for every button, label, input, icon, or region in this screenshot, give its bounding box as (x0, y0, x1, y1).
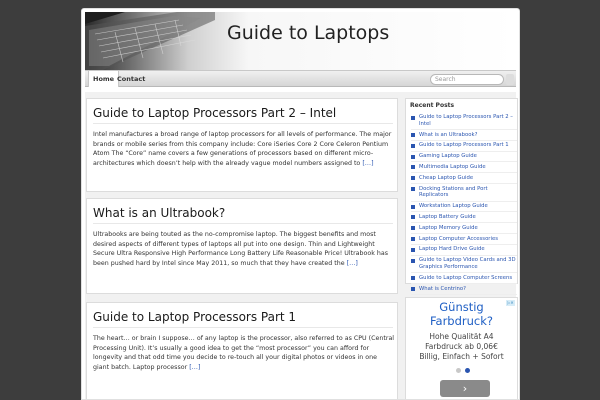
recent-post-link[interactable]: Laptop Computer Accessories (419, 235, 498, 242)
square-bullet-icon (411, 165, 415, 169)
square-bullet-icon (411, 276, 415, 280)
laptop-keyboard-image (85, 12, 215, 70)
ad-dot[interactable] (456, 368, 461, 373)
recent-posts-heading: Recent Posts (410, 102, 455, 109)
recent-post-link[interactable]: What is Centrino? (419, 285, 466, 292)
chevron-right-icon: › (462, 382, 468, 395)
recent-post-item[interactable] (411, 114, 517, 130)
post-excerpt-text: The heart… or brain I suppose… of any laptop is the processor, also referred to as CPU (Central Processing Unit). It’s usually a good idea to get the “most processor” you can afford for longevity and that odd time you decide to re-touch all your digital photos or videos in one giant batch. Laptop processor (93, 335, 395, 371)
post-title[interactable]: Guide to Laptop Processors Part 2 – Intel (93, 106, 393, 124)
recent-post-link[interactable]: Gaming Laptop Guide (419, 153, 477, 160)
ad-body (406, 332, 517, 362)
content-area (85, 92, 516, 400)
post-card (86, 98, 398, 192)
recent-post-item[interactable] (411, 257, 517, 273)
post-excerpt-text: Intel manufactures a broad range of laptop processors for all levels of performance. The major brands or mobile series from this company include: Core iSeries Core 2 Core Celeron Pentium Atom The “Core” name covers a few generations of processors based on different micro-architectures which doesn’t help with the already vague model numbers assigned to (93, 131, 392, 167)
recent-post-item[interactable] (411, 246, 517, 255)
post-excerpt (93, 334, 395, 372)
recent-post-item[interactable] (411, 275, 517, 284)
square-bullet-icon (411, 287, 415, 291)
ad-next-button[interactable] (440, 380, 490, 397)
advertisement[interactable] (405, 297, 518, 400)
square-bullet-icon (411, 259, 415, 263)
recent-post-item[interactable] (411, 132, 517, 141)
square-bullet-icon (411, 205, 415, 209)
recent-post-item[interactable] (411, 175, 517, 184)
ad-info-icon[interactable]: ▷✕ (507, 300, 514, 305)
recent-posts-list (411, 114, 517, 296)
square-bullet-icon (411, 155, 415, 159)
recent-post-link[interactable]: Guide to Laptop Computer Screens (419, 274, 513, 281)
square-bullet-icon (411, 144, 415, 148)
square-bullet-icon (411, 226, 415, 230)
recent-post-item[interactable] (411, 186, 517, 202)
post-card (86, 302, 398, 400)
square-bullet-icon (411, 116, 415, 120)
ad-line: Hohe Qualität A4 (429, 332, 494, 341)
read-more-link[interactable]: […] (189, 363, 201, 371)
read-more-link[interactable]: […] (346, 259, 358, 267)
square-bullet-icon (411, 176, 415, 180)
recent-post-link[interactable]: Workstation Laptop Guide (419, 203, 488, 210)
recent-post-link[interactable]: Laptop Battery Guide (419, 213, 476, 220)
square-bullet-icon (411, 215, 415, 219)
recent-post-item[interactable] (411, 164, 517, 173)
post-title[interactable]: Guide to Laptop Processors Part 1 (93, 310, 393, 328)
recent-post-link[interactable]: Guide to Laptop Processors Part 2 – Intel (419, 114, 513, 127)
recent-post-item[interactable] (411, 236, 517, 245)
site-title[interactable]: Guide to Laptops (227, 22, 390, 44)
recent-post-item[interactable] (411, 225, 517, 234)
square-bullet-icon (411, 187, 415, 191)
recent-post-item[interactable] (411, 203, 517, 212)
post-excerpt-text: Ultrabooks are being touted as the no-compromise laptop. The biggest benefits and most desired aspects of different types of laptops all put into one design. Thin and Lightweight Secure Ultra Responsive High Performance Long Battery Life Reasonable Price! Ultrabook has been pushed hard by Intel since May 2011, so much that they have created the (93, 231, 388, 267)
recent-post-link[interactable]: Docking Stations and Port Replicators (419, 185, 488, 199)
recent-post-item[interactable] (411, 142, 517, 151)
post-excerpt (93, 130, 395, 168)
ad-pagination-dots (456, 368, 476, 374)
ad-line: Billig, Einfach + Sofort (419, 352, 504, 361)
read-more-link[interactable]: […] (362, 159, 374, 167)
recent-post-link[interactable]: Guide to Laptop Processors Part 1 (419, 142, 509, 149)
recent-post-item[interactable] (411, 214, 517, 223)
search-button[interactable] (506, 74, 514, 85)
square-bullet-icon (411, 248, 415, 252)
search-input[interactable]: Search (430, 74, 504, 85)
post-card (86, 198, 398, 294)
recent-post-link[interactable]: Multimedia Laptop Guide (419, 163, 486, 170)
post-excerpt (93, 230, 395, 268)
nav-contact-link[interactable]: Contact (117, 75, 146, 83)
main-navigation (85, 70, 516, 87)
nav-home-link[interactable]: Home (88, 71, 119, 87)
site-header (85, 12, 516, 70)
recent-post-item[interactable] (411, 286, 517, 295)
square-bullet-icon (411, 133, 415, 137)
post-title[interactable]: What is an Ultrabook? (93, 206, 393, 224)
recent-post-link[interactable]: Laptop Memory Guide (419, 224, 478, 231)
recent-posts-widget (405, 98, 518, 292)
ad-headline[interactable]: Günstig Farbdruck? (429, 300, 494, 328)
ad-dot[interactable] (465, 368, 470, 373)
page-wrapper (81, 8, 520, 400)
recent-post-link[interactable]: Guide to Laptop Video Cards and 3D Graphics Performance (419, 257, 516, 270)
ad-line: Farbdruck ab 0,06€ (425, 342, 498, 351)
recent-post-link[interactable]: Cheap Laptop Guide (419, 174, 474, 181)
recent-post-item[interactable] (411, 153, 517, 162)
recent-post-link[interactable]: What is an Ultrabook? (419, 131, 478, 138)
recent-post-link[interactable]: Laptop Hard Drive Guide (419, 246, 485, 253)
square-bullet-icon (411, 237, 415, 241)
